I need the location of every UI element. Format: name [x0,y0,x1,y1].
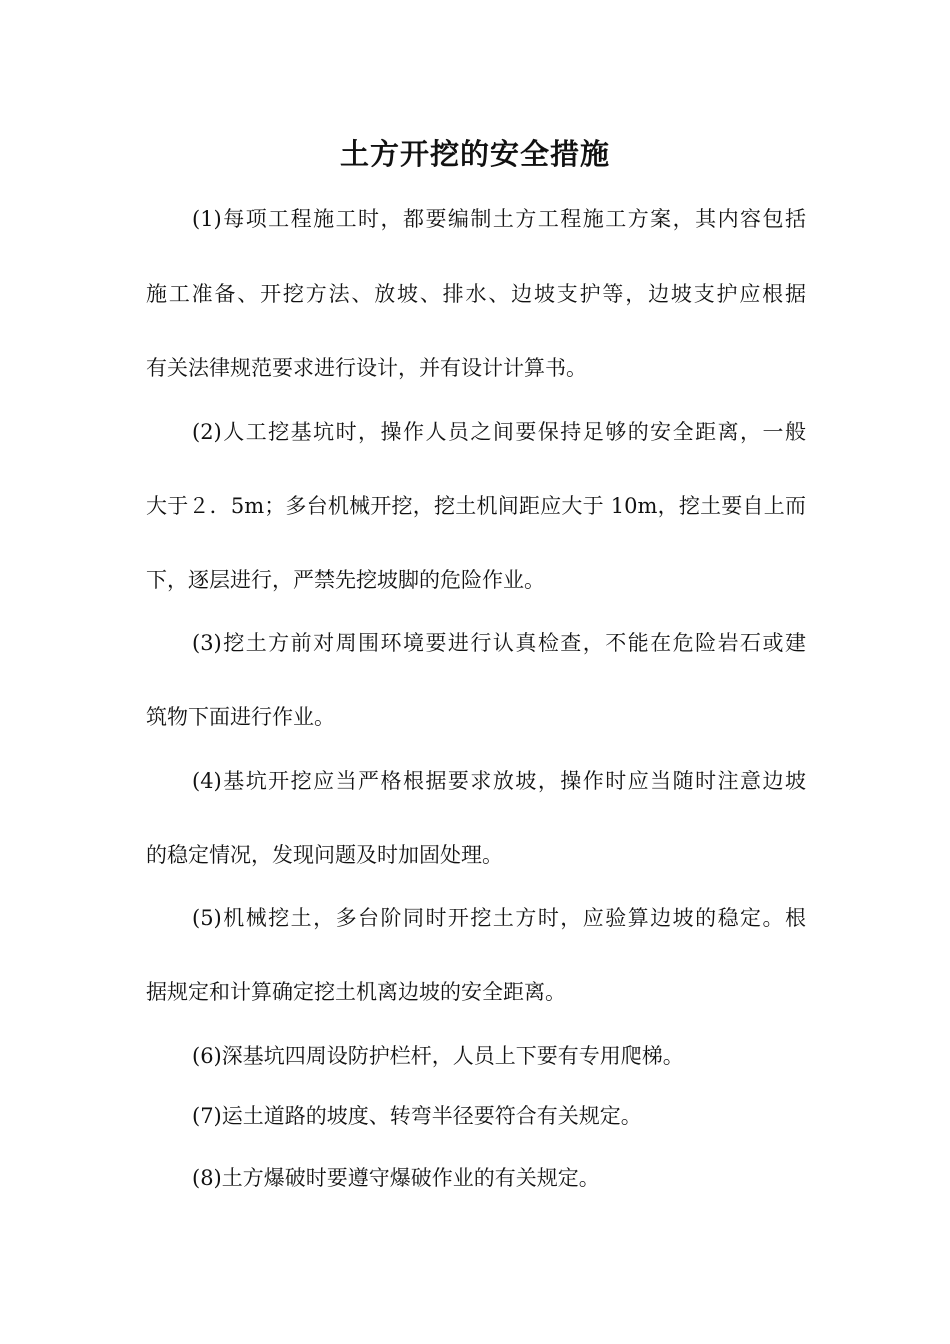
paragraph-5-line-1: (5)机械挖土，多台阶同时开挖土方时，应验算边坡的稳定。根 [192,906,806,930]
paragraph-2-line-2: 大于２．5m；多台机械开挖，挖土机间距应大于 10m，挖土要自上而 [146,494,806,518]
paragraph-5-line-2: 据规定和计算确定挖土机离边坡的安全距离。 [146,980,566,1004]
document-title: 土方开挖的安全措施 [339,137,610,171]
paragraph-4-line-2: 的稳定情况，发现问题及时加固处理。 [146,843,503,867]
paragraph-1-line-1: (1)每项工程施工时，都要编制土方工程施工方案，其内容包括 [192,207,806,231]
paragraph-1-line-2: 施工准备、开挖方法、放坡、排水、边坡支护等，边坡支护应根据 [146,282,806,306]
paragraph-7-line-1: (7)运土道路的坡度、转弯半径要符合有关规定。 [192,1104,642,1128]
paragraph-1-line-3: 有关法律规范要求进行设计，并有设计计算书。 [146,356,587,380]
paragraph-3-line-2: 筑物下面进行作业。 [146,705,335,729]
paragraph-4-line-1: (4)基坑开挖应当严格根据要求放坡，操作时应当随时注意边坡 [192,769,806,793]
paragraph-6-line-1: (6)深基坑四周设防护栏杆，人员上下要有专用爬梯。 [192,1044,684,1068]
paragraph-2-line-3: 下，逐层进行，严禁先挖坡脚的危险作业。 [146,568,545,592]
paragraph-3-line-1: (3)挖土方前对周围环境要进行认真检查，不能在危险岩石或建 [192,631,806,655]
paragraph-8-line-1: (8)土方爆破时要遵守爆破作业的有关规定。 [192,1166,600,1190]
paragraph-2-line-1: (2)人工挖基坑时，操作人员之间要保持足够的安全距离，一般 [192,420,806,444]
